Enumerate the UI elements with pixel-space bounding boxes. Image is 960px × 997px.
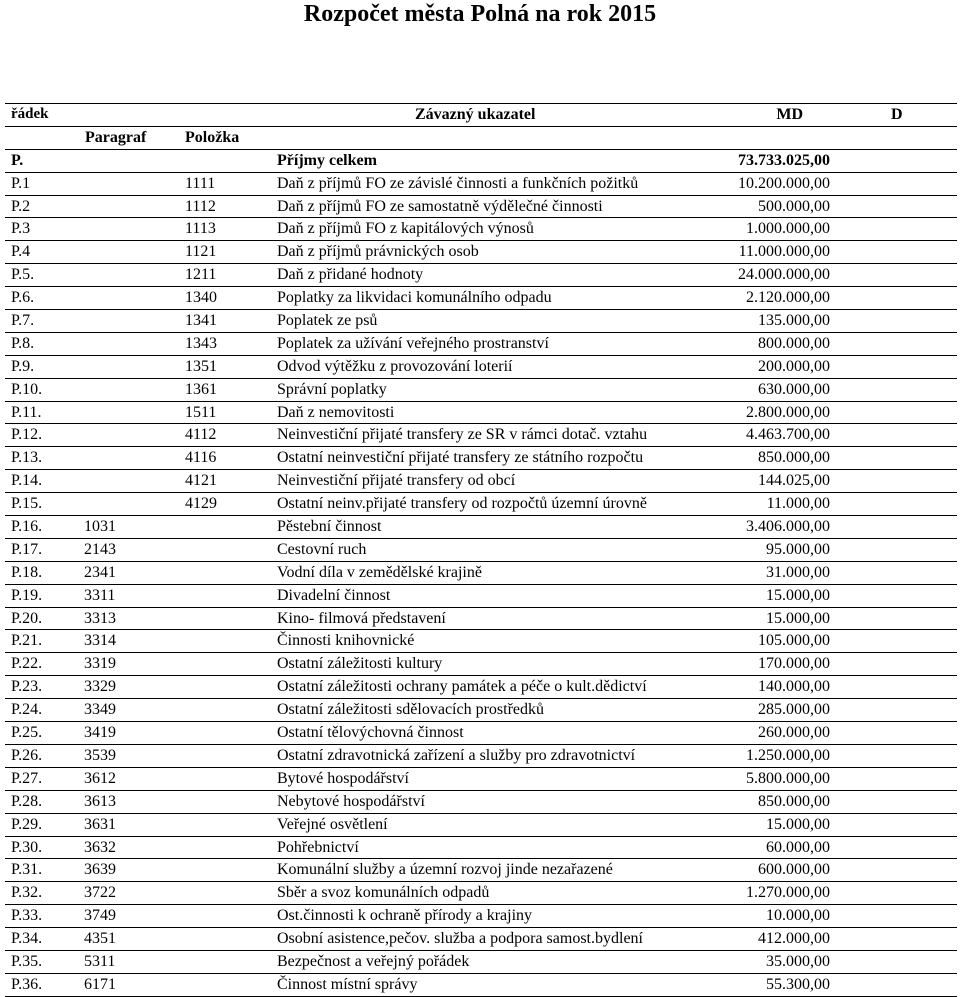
table-row bbox=[5, 608, 957, 631]
table-row bbox=[5, 402, 957, 425]
row-radek: P.7. bbox=[11, 312, 35, 330]
row-radek: P.16. bbox=[11, 518, 43, 536]
row-radek: P.28. bbox=[11, 792, 43, 810]
row-md: 95.000,00 bbox=[766, 540, 830, 558]
row-paragraf: 5311 bbox=[84, 952, 116, 970]
table-row bbox=[5, 676, 957, 699]
row-md: 2.800.000,00 bbox=[746, 403, 830, 421]
row-label: Pohřebnictví bbox=[277, 838, 359, 856]
row-paragraf: 3314 bbox=[84, 632, 116, 650]
row-md: 285.000,00 bbox=[758, 701, 830, 719]
row-polozka: 1340 bbox=[185, 289, 217, 307]
row-label: Daň z přidané hodnoty bbox=[277, 266, 424, 284]
row-md: 31.000,00 bbox=[766, 563, 830, 581]
row-md: 144.025,00 bbox=[758, 472, 830, 490]
row-label: Daň z příjmů FO ze závislé činnosti a funkčních požitků bbox=[277, 174, 639, 192]
row-label: Ostatní neinv.přijaté transfery od rozpočtů územní úrovně bbox=[277, 495, 647, 513]
page-title: Rozpočet města Polná na rok 2015 bbox=[303, 1, 657, 27]
row-md: 11.000,00 bbox=[766, 495, 830, 513]
row-radek: P.33. bbox=[11, 907, 43, 925]
row-radek: P.19. bbox=[11, 586, 43, 604]
row-paragraf: 3631 bbox=[84, 815, 116, 833]
table-row bbox=[5, 310, 957, 333]
row-md: 1.000.000,00 bbox=[746, 220, 830, 238]
row-md: 4.463.700,00 bbox=[746, 426, 830, 444]
budget-table bbox=[5, 103, 957, 997]
row-md: 10.000,00 bbox=[766, 907, 830, 925]
table-row bbox=[5, 905, 957, 928]
total-md: 73.733.025,00 bbox=[738, 151, 830, 169]
row-paragraf: 3349 bbox=[84, 701, 116, 719]
total-radek: P. bbox=[11, 151, 24, 169]
row-label: Veřejné osvětlení bbox=[277, 815, 388, 833]
row-radek: P.18. bbox=[11, 563, 43, 581]
row-radek: P.9. bbox=[11, 357, 35, 375]
row-label: Poplatek ze psů bbox=[277, 312, 378, 330]
row-paragraf: 3539 bbox=[84, 746, 116, 764]
row-md: 135.000,00 bbox=[758, 312, 830, 330]
budget-rows bbox=[5, 173, 957, 997]
row-label: Ost.činnosti k ochraně přírody a krajiny bbox=[277, 907, 533, 925]
table-row bbox=[5, 562, 957, 585]
row-label: Neinvestiční přijaté transfery od obcí bbox=[277, 472, 516, 490]
total-row bbox=[5, 150, 957, 173]
row-md: 55.300,00 bbox=[766, 975, 830, 993]
row-polozka: 4112 bbox=[185, 426, 217, 444]
row-label: Bezpečnost a veřejný pořádek bbox=[277, 952, 470, 970]
row-label: Daň z příjmů právnických osob bbox=[277, 243, 479, 261]
row-md: 850.000,00 bbox=[758, 792, 830, 810]
row-md: 500.000,00 bbox=[758, 197, 830, 215]
row-radek: P.1 bbox=[11, 174, 31, 192]
table-row bbox=[5, 653, 957, 676]
row-paragraf: 3749 bbox=[84, 907, 116, 925]
row-label: Poplatek za užívání veřejného prostranství bbox=[277, 334, 549, 352]
header-ukazatel: Závazný ukazatel bbox=[415, 106, 536, 123]
row-label: Daň z příjmů FO z kapitálových výnosů bbox=[277, 220, 534, 238]
row-radek: P.34. bbox=[11, 930, 43, 948]
table-row bbox=[5, 539, 957, 562]
row-label: Poplatky za likvidaci komunálního odpadu bbox=[277, 289, 552, 307]
row-radek: P.22. bbox=[11, 655, 43, 673]
row-label: Kino- filmová představení bbox=[277, 609, 446, 627]
table-row bbox=[5, 974, 957, 997]
row-polozka: 1111 bbox=[185, 174, 216, 192]
row-polozka: 1121 bbox=[185, 243, 217, 261]
row-polozka: 4116 bbox=[185, 449, 217, 467]
row-radek: P.35. bbox=[11, 952, 43, 970]
row-radek: P.11. bbox=[11, 403, 42, 421]
row-label: Bytové hospodářství bbox=[277, 769, 409, 787]
row-paragraf: 1031 bbox=[84, 518, 116, 536]
header-md: MD bbox=[776, 106, 803, 123]
row-label: Ostatní neinvestiční přijaté transfery ze státního rozpočtu bbox=[277, 449, 644, 467]
row-radek: P.12. bbox=[11, 426, 43, 444]
header-row-1 bbox=[5, 103, 957, 127]
row-md: 15.000,00 bbox=[766, 815, 830, 833]
table-row bbox=[5, 287, 957, 310]
row-radek: P.25. bbox=[11, 724, 43, 742]
row-radek: P.23. bbox=[11, 678, 43, 696]
row-paragraf: 2341 bbox=[84, 563, 116, 581]
row-label: Činnost místní správy bbox=[277, 975, 418, 993]
row-md: 260.000,00 bbox=[758, 724, 830, 742]
row-radek: P.13. bbox=[11, 449, 43, 467]
row-paragraf: 3639 bbox=[84, 861, 116, 879]
row-polozka: 4129 bbox=[185, 495, 217, 513]
row-radek: P.2 bbox=[11, 197, 31, 215]
header-polozka: Položka bbox=[185, 128, 240, 146]
row-paragraf: 3632 bbox=[84, 838, 116, 856]
row-radek: P.29. bbox=[11, 815, 43, 833]
row-paragraf: 3722 bbox=[84, 884, 116, 902]
row-radek: P.20. bbox=[11, 609, 43, 627]
row-md: 24.000.000,00 bbox=[738, 266, 830, 284]
table-row bbox=[5, 837, 957, 860]
row-label: Ostatní záležitosti ochrany památek a péče o kult.dědictví bbox=[277, 678, 647, 696]
table-row bbox=[5, 951, 957, 974]
table-row bbox=[5, 493, 957, 516]
row-polozka: 1343 bbox=[185, 334, 217, 352]
row-radek: P.15. bbox=[11, 495, 43, 513]
row-md: 15.000,00 bbox=[766, 609, 830, 627]
row-paragraf: 3329 bbox=[84, 678, 116, 696]
row-label: Vodní díla v zemědělské krajině bbox=[277, 563, 482, 581]
total-label: Příjmy celkem bbox=[277, 151, 377, 169]
row-label: Ostatní zdravotnická zařízení a služby pro zdravotnictví bbox=[277, 746, 636, 764]
row-radek: P.3 bbox=[11, 220, 31, 238]
row-md: 11.000.000,00 bbox=[738, 243, 830, 261]
row-radek: P.14. bbox=[11, 472, 43, 490]
row-md: 140.000,00 bbox=[758, 678, 830, 696]
row-radek: P.8. bbox=[11, 334, 35, 352]
row-md: 800.000,00 bbox=[758, 334, 830, 352]
row-md: 630.000,00 bbox=[758, 380, 830, 398]
table-row bbox=[5, 630, 957, 653]
row-radek: P.30. bbox=[11, 838, 43, 856]
row-md: 600.000,00 bbox=[758, 861, 830, 879]
row-radek: P.27. bbox=[11, 769, 43, 787]
row-radek: P.36. bbox=[11, 975, 43, 993]
row-polozka: 1361 bbox=[185, 380, 217, 398]
header-row-2 bbox=[5, 127, 957, 150]
row-md: 2.120.000,00 bbox=[746, 289, 830, 307]
row-md: 10.200.000,00 bbox=[738, 174, 830, 192]
table-row bbox=[5, 928, 957, 951]
row-md: 5.800.000,00 bbox=[746, 769, 830, 787]
row-label: Komunální služby a územní rozvoj jinde nezařazené bbox=[277, 861, 613, 879]
row-md: 3.406.000,00 bbox=[746, 518, 830, 536]
row-label: Odvod výtěžku z provozování loterií bbox=[277, 357, 513, 375]
row-label: Ostatní záležitosti sdělovacích prostředků bbox=[277, 701, 545, 719]
row-radek: P.32. bbox=[11, 884, 43, 902]
row-polozka: 1341 bbox=[185, 312, 217, 330]
table-row bbox=[5, 264, 957, 287]
row-paragraf: 3319 bbox=[84, 655, 116, 673]
row-label: Daň z příjmů FO ze samostatně výdělečné činnosti bbox=[277, 197, 603, 215]
row-paragraf: 3613 bbox=[84, 792, 116, 810]
row-label: Pěstební činnost bbox=[277, 518, 382, 536]
table-row bbox=[5, 745, 957, 768]
table-row bbox=[5, 218, 957, 241]
header-radek: řádek bbox=[11, 106, 49, 122]
row-radek: P.6. bbox=[11, 289, 35, 307]
row-md: 1.250.000,00 bbox=[746, 746, 830, 764]
table-row bbox=[5, 470, 957, 493]
table-row bbox=[5, 379, 957, 402]
row-label: Činnosti knihovnické bbox=[277, 632, 415, 650]
row-polozka: 1112 bbox=[185, 197, 216, 215]
row-label: Nebytové hospodářství bbox=[277, 792, 425, 810]
table-row bbox=[5, 516, 957, 539]
row-md: 200.000,00 bbox=[758, 357, 830, 375]
row-label: Ostatní tělovýchovná činnost bbox=[277, 724, 464, 742]
row-label: Divadelní činnost bbox=[277, 586, 391, 604]
row-md: 60.000,00 bbox=[766, 838, 830, 856]
header-paragraf: Paragraf bbox=[85, 128, 147, 146]
header-d: D bbox=[891, 106, 903, 123]
row-md: 105.000,00 bbox=[758, 632, 830, 650]
table-row bbox=[5, 585, 957, 608]
row-md: 850.000,00 bbox=[758, 449, 830, 467]
table-row bbox=[5, 241, 957, 264]
row-radek: P.26. bbox=[11, 746, 43, 764]
table-row bbox=[5, 859, 957, 882]
row-radek: P.24. bbox=[11, 701, 43, 719]
row-md: 412.000,00 bbox=[758, 930, 830, 948]
row-label: Správní poplatky bbox=[277, 380, 387, 398]
row-paragraf: 4351 bbox=[84, 930, 116, 948]
table-row bbox=[5, 173, 957, 196]
row-paragraf: 6171 bbox=[84, 975, 116, 993]
row-radek: P.4 bbox=[11, 243, 31, 261]
table-row bbox=[5, 791, 957, 814]
row-md: 35.000,00 bbox=[766, 952, 830, 970]
row-label: Osobní asistence,pečov. služba a podpora samost.bydlení bbox=[277, 930, 643, 948]
table-row bbox=[5, 424, 957, 447]
row-polozka: 4121 bbox=[185, 472, 217, 490]
row-radek: P.10. bbox=[11, 380, 43, 398]
row-label: Daň z nemovitosti bbox=[277, 403, 395, 421]
row-polozka: 1113 bbox=[185, 220, 216, 238]
table-row bbox=[5, 722, 957, 745]
row-polozka: 1211 bbox=[185, 266, 217, 284]
row-radek: P.21. bbox=[11, 632, 43, 650]
row-label: Cestovní ruch bbox=[277, 540, 367, 558]
table-row bbox=[5, 196, 957, 219]
table-row bbox=[5, 882, 957, 905]
row-radek: P.31. bbox=[11, 861, 43, 879]
table-row bbox=[5, 447, 957, 470]
row-radek: P.17. bbox=[11, 540, 43, 558]
row-label: Ostatní záležitosti kultury bbox=[277, 655, 443, 673]
table-row bbox=[5, 699, 957, 722]
row-polozka: 1351 bbox=[185, 357, 217, 375]
row-paragraf: 3419 bbox=[84, 724, 116, 742]
table-row bbox=[5, 768, 957, 791]
table-row bbox=[5, 814, 957, 837]
row-radek: P.5. bbox=[11, 266, 35, 284]
row-paragraf: 3313 bbox=[84, 609, 116, 627]
row-md: 15.000,00 bbox=[766, 586, 830, 604]
table-row bbox=[5, 333, 957, 356]
row-label: Neinvestiční přijaté transfery ze SR v rámci dotač. vztahu bbox=[277, 426, 648, 444]
row-paragraf: 3311 bbox=[84, 586, 116, 604]
row-paragraf: 3612 bbox=[84, 769, 116, 787]
row-md: 170.000,00 bbox=[758, 655, 830, 673]
row-md: 1.270.000,00 bbox=[746, 884, 830, 902]
row-polozka: 1511 bbox=[185, 403, 217, 421]
table-row bbox=[5, 356, 957, 379]
row-label: Sběr a svoz komunálních odpadů bbox=[277, 884, 490, 902]
row-paragraf: 2143 bbox=[84, 540, 116, 558]
